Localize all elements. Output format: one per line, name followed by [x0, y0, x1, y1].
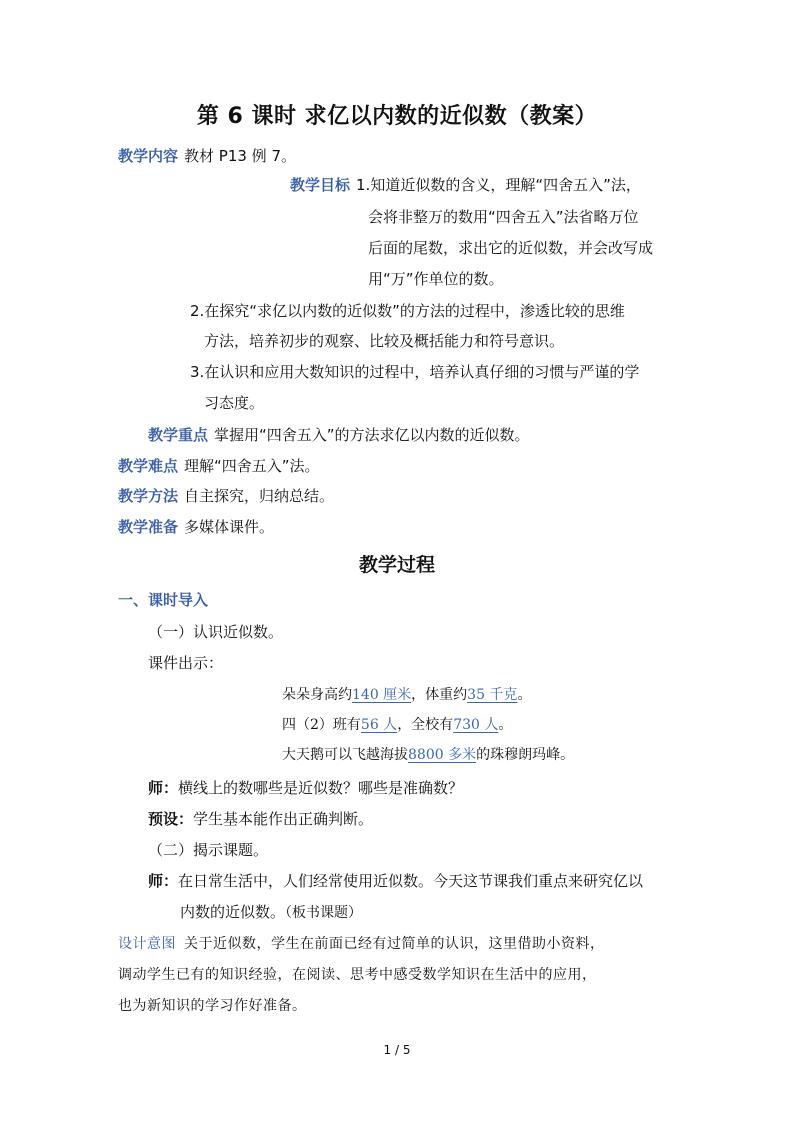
section-heading-1: 一、课时导入	[118, 591, 209, 609]
teaching-content	[118, 149, 296, 164]
teaching-prep: 教学准备 多媒体课件。	[118, 518, 275, 536]
board-note: （板书课题）	[285, 905, 363, 921]
exact-number: 56 人	[360, 717, 398, 733]
example-line-3: 大天鹅可以飞越海拔8800 多米的珠穆朗玛峰。	[282, 747, 575, 763]
teaching-goals-2-line-2: 方法，培养初步的观察、比较及概括能力和符号意识。	[204, 332, 565, 350]
example-line-1: 朵朵身高约140 厘米，体重约35 千克。	[282, 687, 532, 703]
preset-label: 预设：	[148, 810, 194, 828]
page-title: 第 6 课时 求亿以内数的近似数（教案）	[196, 104, 598, 129]
design-intent-label: 设计意图	[118, 936, 176, 952]
teaching-goals-3-line-1: 3.在认识和应用大数知识的过程中，培养认真仔细的习惯与严谨的学	[190, 363, 640, 381]
teaching-method: 教学方法 自主探究，归纳总结。	[118, 487, 335, 505]
design-intent-line-1: 设计意图 关于近似数，学生在前面已经有过简单的认识，这里借助小资料，	[118, 936, 605, 952]
step-1: （一）认识近似数。	[148, 623, 284, 641]
exact-number: 730 人	[453, 717, 499, 733]
teacher-label: 师：	[148, 779, 179, 797]
teaching-goals-label: 教学目标	[290, 176, 351, 194]
teaching-goals-line-4: 用“万”作单位的数。	[368, 270, 504, 288]
page-number: 1 / 5	[383, 1043, 411, 1057]
step-2: （二）揭示课题。	[148, 841, 269, 859]
teaching-goals-3-line-2: 习态度。	[204, 394, 265, 412]
teaching-content-label: 教学内容	[118, 147, 179, 165]
approx-number: 8800 多米	[408, 747, 477, 763]
approx-number: 140 厘米	[352, 687, 412, 703]
design-intent-line-2: 调动学生已有的知识经验，在阅读、思考中感受数学知识在生活中的应用，	[118, 967, 597, 983]
teaching-method-label: 教学方法	[118, 487, 179, 505]
example-line-2: 四（2）班有56 人，全校有730 人。	[282, 717, 513, 733]
courseware-show: 课件出示：	[148, 654, 224, 672]
teaching-goals-2-line-1: 2.在探究“求亿以内数的近似数”的方法的过程中，渗透比较的思维	[190, 302, 625, 320]
teaching-difficulty-label: 教学难点	[118, 457, 179, 475]
teacher-question: 师：横线上的数哪些是近似数？哪些是准确数？	[148, 779, 464, 797]
teacher-explain-line-1: 师：在日常生活中，人们经常使用近似数。今天这节课我们重点来研究亿以	[148, 872, 644, 890]
teacher-label: 师：	[148, 872, 179, 890]
teacher-explain-line-2: 内数的近似数。（板书课题）	[180, 903, 363, 921]
design-intent-line-3: 也为新知识的学习作好准备。	[118, 998, 307, 1014]
teaching-difficulty: 教学难点 理解“四舍五入”法。	[118, 457, 320, 475]
teaching-prep-label: 教学准备	[118, 518, 179, 536]
teaching-goals-line-2: 会将非整万的数用“四舍五入”法省略万位	[368, 208, 639, 226]
approx-number: 35 千克	[467, 687, 518, 703]
process-title: 教学过程	[358, 554, 435, 576]
teaching-goals-line-1: 教学目标 1.知道近似数的含义，理解“四舍五入”法，	[290, 176, 641, 194]
teaching-focus: 教学重点 掌握用“四舍五入”的方法求亿以内数的近似数。	[148, 426, 530, 444]
teaching-goals-line-3: 后面的尾数，求出它的近似数，并会改写成	[368, 239, 654, 257]
preset-answer: 预设：学生基本能作出正确判断。	[148, 810, 374, 828]
teaching-content-text: 教材 P13 例 7。	[184, 147, 296, 165]
teaching-focus-label: 教学重点	[148, 426, 209, 444]
